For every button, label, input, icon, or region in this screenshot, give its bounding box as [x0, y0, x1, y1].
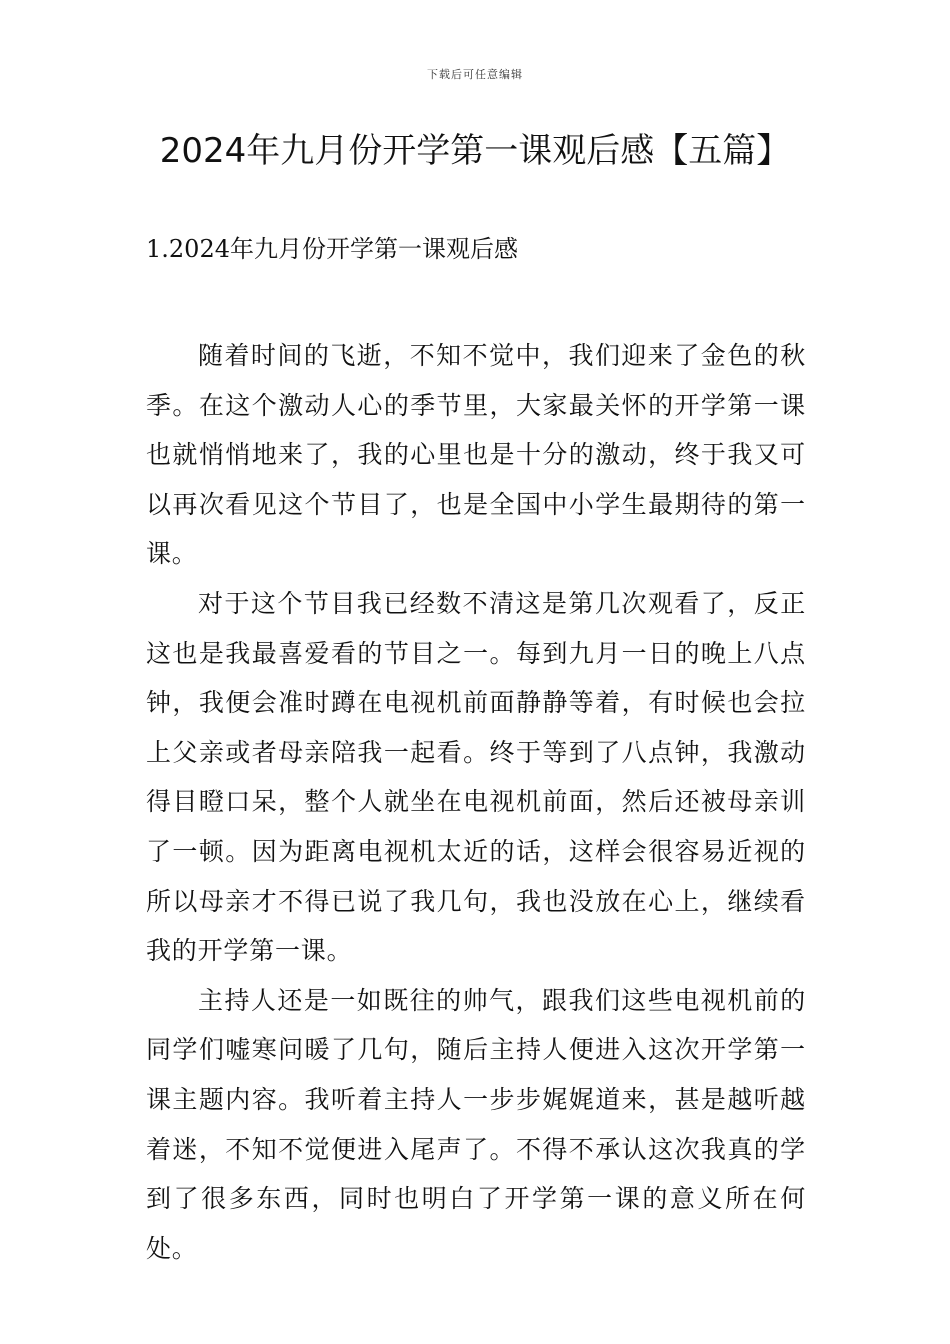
paragraph: 随着时间的飞逝，不知不觉中，我们迎来了金色的秋季。在这个激动人心的季节里，大家最关怀的开学第一课也就悄悄地来了，我的心里也是十分的激动，终于我又可以再次看见这个节目了，也是全国中小学生最期待的第一课。	[146, 341, 806, 569]
section-heading: 1.2024年九月份开学第一课观后感	[146, 235, 518, 263]
body-text	[146, 331, 806, 1273]
header-note: 下载后可任意编辑	[427, 68, 523, 81]
paragraph: 对于这个节目我已经数不清这是第几次观看了，反正这也是我最喜爱看的节目之一。每到九月一日的晚上八点钟，我便会准时蹲在电视机前面静静等着，有时候也会拉上父亲或者母亲陪我一起看。终于等到了八点钟，我激动得目瞪口呆，整个人就坐在电视机前面，然后还被母亲训了一顿。因为距离电视机太近的话，这样会很容易近视的所以母亲才不得已说了我几句，我也没放在心上，继续看我的开学第一课。	[146, 588, 806, 966]
paragraph: 主持人还是一如既往的帅气，跟我们这些电视机前的同学们嘘寒问暖了几句，随后主持人便进入这次开学第一课主题内容。我听着主持人一步步娓娓道来，甚是越听越着迷，不知不觉便进入尾声了。不得不承认这次我真的学到了很多东西，同时也明白了开学第一课的意义所在何处。	[146, 985, 806, 1263]
document-title: 2024年九月份开学第一课观后感【五篇】	[159, 131, 791, 171]
